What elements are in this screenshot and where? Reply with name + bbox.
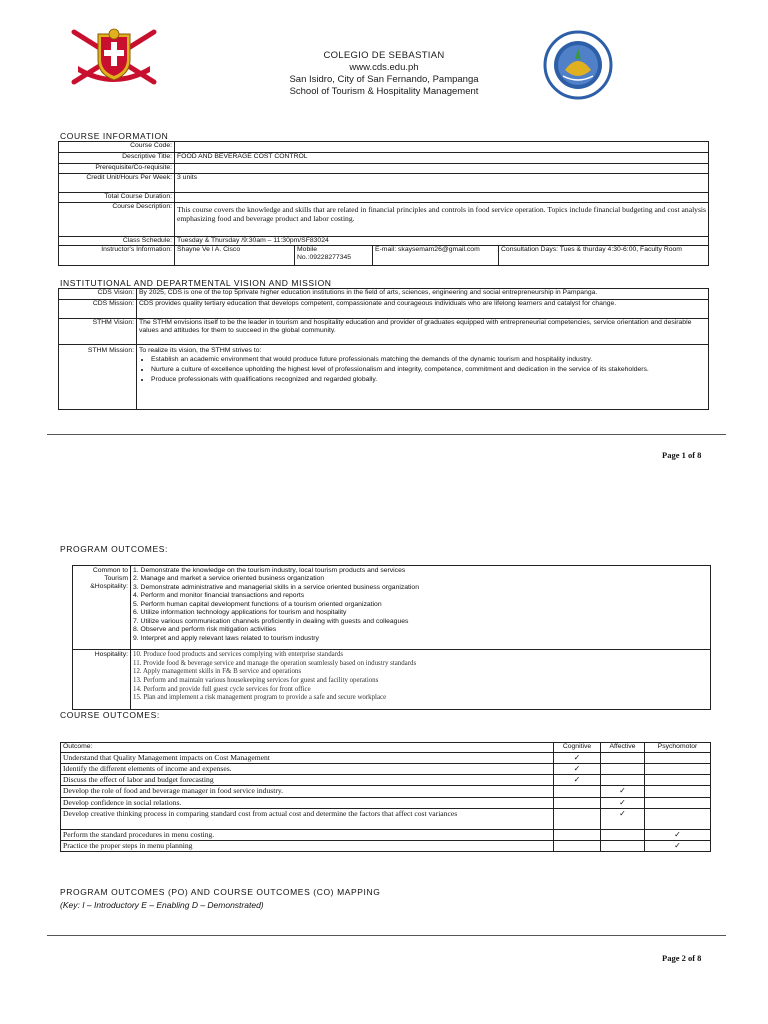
cds-mission-text: CDS provides quality tertiary education that develops competent, compassionate and courageous individuals who are lifelong learners and catalyst for change. [137, 300, 709, 319]
course-description-label: Course Description: [59, 203, 175, 237]
college-address: San Isidro, City of San Fernando, Pampanga [289, 74, 479, 85]
table-row [61, 775, 711, 786]
sthm-vision-label: STHM Vision: [59, 319, 137, 345]
list-item: 2. Manage and market a service oriented business organization [133, 575, 325, 583]
cds-vision-text: By 2025, CDS is one of the top 5private higher education institutions in the field of arts, sciences, engineering and social entrepreneurship in Pampanga. [137, 289, 709, 300]
cognitive-cell [554, 797, 601, 808]
course-information-heading: COURSE INFORMATION [60, 131, 169, 141]
cognitive-cell [554, 753, 601, 764]
table-row [59, 193, 709, 203]
table-row [59, 164, 709, 174]
course-outcomes-table [60, 742, 711, 852]
outcome-cell: Develop creative thinking process in comparing standard cost from actual cost and determine the factors that affect cost variances [61, 808, 554, 829]
page-divider [47, 935, 726, 936]
list-item: 4. Perform and monitor financial transactions and reports [133, 592, 305, 600]
psychomotor-cell [645, 840, 711, 851]
psychomotor-cell [645, 775, 711, 786]
descriptive-title-value: FOOD AND BEVERAGE COST CONTROL [175, 153, 709, 164]
sthm-vision-text: The STHM envisions itself to be the leader in tourism and hospitality education and provider of graduates equipped with entrepreneurial competencies, service orientation and desirable values and attitudes for them to succeed in the global community. [137, 319, 709, 345]
vision-mission-heading: INSTITUTIONAL AND DEPARTMENTAL VISION AND MISSION [60, 278, 332, 288]
descriptive-title-label: Descriptive Title: [59, 153, 175, 164]
psychomotor-column-header: Psychomotor [645, 743, 711, 753]
page-number: Page 1 of 8 [662, 450, 702, 460]
sthm-mission-cell [137, 345, 709, 410]
table-row [59, 174, 709, 193]
page-divider [47, 434, 726, 435]
list-item: 11. Provide food & beverage service and manage the operation seamlessly based on industry standards [133, 659, 417, 667]
psychomotor-cell [645, 764, 711, 775]
prerequisite-value [175, 164, 709, 174]
list-item: 12. Apply management skills in F& B service and operations [133, 668, 302, 676]
table-row [59, 289, 709, 300]
psychomotor-cell [645, 753, 711, 764]
psychomotor-cell [645, 797, 711, 808]
list-item: 15. Plan and implement a risk management program to provide a safe and secure workplace [133, 694, 387, 702]
table-row [59, 142, 709, 153]
common-outcomes-label: Common to Tourism &Hospitality: [73, 566, 131, 650]
sthm-mission-list [151, 356, 706, 384]
course-information-table [58, 141, 709, 266]
outcome-cell: Understand that Quality Management impacts on Cost Management [61, 753, 554, 764]
outcome-column-header: Outcome: [61, 743, 554, 753]
instructor-name: Shayne Ve l A. Cisco [175, 246, 295, 266]
list-item: • Establish an academic environment that would produce future professionals matching the demands of the dynamic tourism and hospitality industry. [151, 356, 706, 364]
prerequisite-label: Prerequisite/Co-requisite: [59, 164, 175, 174]
school-name: School of Tourism & Hospitality Management [289, 86, 479, 97]
cognitive-cell [554, 840, 601, 851]
list-item: • Produce professionals with qualifications recognized and regarded globally. [151, 376, 706, 384]
hospitality-outcomes-list [131, 650, 711, 710]
credit-unit-label: Credit Unit/Hours Per Week: [59, 174, 175, 193]
mapping-key: (Key: I – Introductory E – Enabling D – Demonstrated) [60, 900, 264, 910]
list-item: • Nurture a culture of excellence upholding the highest level of professionalism and integrity, competence, commitment and dedication in the service of its stakeholders. [151, 366, 706, 374]
outcome-cell: Identify the different elements of income and expenses. [61, 764, 554, 775]
list-item: 8. Observe and perform risk mitigation activities [133, 626, 277, 634]
cognitive-cell [554, 786, 601, 797]
total-duration-label: Total Course Duration: [59, 193, 175, 203]
table-row [73, 566, 711, 650]
class-schedule-value: Tuesday & Thursday /9:30am – 11:30pm/SF83024 [175, 237, 709, 246]
college-name: COLEGIO DE SEBASTIAN [323, 50, 445, 61]
course-outcomes-heading: COURSE OUTCOMES: [60, 710, 160, 720]
table-row [61, 753, 711, 764]
affective-cell [601, 786, 645, 797]
sthm-mission-intro: To realize its vision, the STHM strives to: [139, 347, 262, 354]
credit-unit-value: 3 units [175, 174, 709, 193]
list-item: 1. Demonstrate the knowledge on the tourism industry, local tourism products and services [133, 567, 406, 574]
outcome-cell: Practice the proper steps in menu planning [61, 840, 554, 851]
affective-cell [601, 753, 645, 764]
instructor-mobile: Mobile No.:09228277345 [295, 246, 373, 266]
class-schedule-label: Class Schedule: [59, 237, 175, 246]
checkmark-icon: ✓ [619, 797, 626, 807]
college-website[interactable]: www.cds.edu.ph [349, 62, 419, 73]
psychomotor-cell [645, 829, 711, 840]
table-row [59, 237, 709, 246]
table-row [61, 797, 711, 808]
affective-cell [601, 775, 645, 786]
table-row [61, 840, 711, 851]
checkmark-icon: ✓ [573, 775, 581, 785]
outcome-cell: Develop the role of food and beverage manager in food service industry. [61, 786, 554, 797]
vision-mission-table [58, 288, 709, 410]
instructor-label: Instructor's Information: [59, 246, 175, 266]
list-item: 5. Perform human capital development functions of a tourism oriented organization [133, 600, 382, 608]
consultation-days: Consultation Days: Tues & thurday 4:30-6:00, Faculty Room [499, 246, 709, 266]
cognitive-cell [554, 808, 601, 829]
table-row [61, 829, 711, 840]
outcome-cell: Develop confidence in social relations. [61, 797, 554, 808]
list-item: 14. Perform and provide full guest cycle services for front office [133, 685, 311, 693]
table-row [59, 203, 709, 237]
table-row [59, 319, 709, 345]
list-item: 10. Produce food products and services complying with enterprise standards [133, 651, 344, 658]
table-row [59, 153, 709, 164]
outcome-cell: Perform the standard procedures in menu costing. [61, 829, 554, 840]
outcome-cell: Discuss the effect of labor and budget forecasting [61, 775, 554, 786]
program-outcomes-heading: PROGRAM OUTCOMES: [60, 544, 168, 554]
affective-column-header: Affective [601, 743, 645, 753]
course-code-value [175, 142, 709, 153]
cds-vision-label: CDS Vision: [59, 289, 137, 300]
cds-mission-label: CDS Mission: [59, 300, 137, 319]
cognitive-cell [554, 829, 601, 840]
cognitive-cell [554, 764, 601, 775]
table-row [59, 300, 709, 319]
table-row [73, 650, 711, 710]
sthm-mission-label: STHM Mission: [59, 345, 137, 410]
checkmark-icon: ✓ [674, 829, 681, 839]
affective-cell [601, 764, 645, 775]
list-item: 9. Interpret and apply relevant laws related to tourism industry [133, 634, 319, 642]
common-outcomes-list [131, 566, 711, 650]
table-row [61, 786, 711, 797]
instructor-email[interactable]: E-mail: skaysemam26@gmail.com [373, 246, 499, 266]
checkmark-icon: ✓ [674, 840, 681, 850]
total-duration-value [175, 193, 709, 203]
affective-cell [601, 808, 645, 829]
table-row [59, 345, 709, 410]
affective-cell [601, 797, 645, 808]
list-item: 3. Demonstrate administrative and managerial skills in a service oriented business organization [133, 583, 419, 591]
cognitive-column-header: Cognitive [554, 743, 601, 753]
list-item: 7. Utilize various communication channels proficiently in dealing with guests and colleagues [133, 617, 409, 625]
checkmark-icon: ✓ [573, 753, 581, 762]
table-header-row [61, 743, 711, 753]
psychomotor-cell [645, 786, 711, 797]
checkmark-icon: ✓ [573, 764, 581, 774]
table-row [59, 246, 709, 266]
course-code-label: Course Code: [59, 142, 175, 153]
table-row [61, 764, 711, 775]
program-outcomes-table [72, 565, 711, 710]
list-item: 6. Utilize information technology applications for tourism and hospitality [133, 609, 347, 617]
table-row [61, 808, 711, 829]
mapping-heading: PROGRAM OUTCOMES (PO) AND COURSE OUTCOMES (CO) MAPPING [60, 887, 381, 897]
affective-cell [601, 829, 645, 840]
psychomotor-cell [645, 808, 711, 829]
hospitality-outcomes-label: Hospitality: [73, 650, 131, 710]
list-item: 13. Perform and maintain various housekeeping services for guest and facility operations [133, 676, 379, 684]
course-description-value: This course covers the knowledge and skills that are related in financial principles and controls in food service operation. Topics include financial budgeting and cost analysis emphasizing food and beverage product and labor costing. [175, 203, 709, 237]
cognitive-cell [554, 775, 601, 786]
page-number: Page 2 of 8 [662, 953, 702, 963]
checkmark-icon: ✓ [619, 786, 626, 796]
course-outcomes-body [61, 753, 711, 852]
affective-cell [601, 840, 645, 851]
checkmark-icon: ✓ [619, 808, 626, 818]
